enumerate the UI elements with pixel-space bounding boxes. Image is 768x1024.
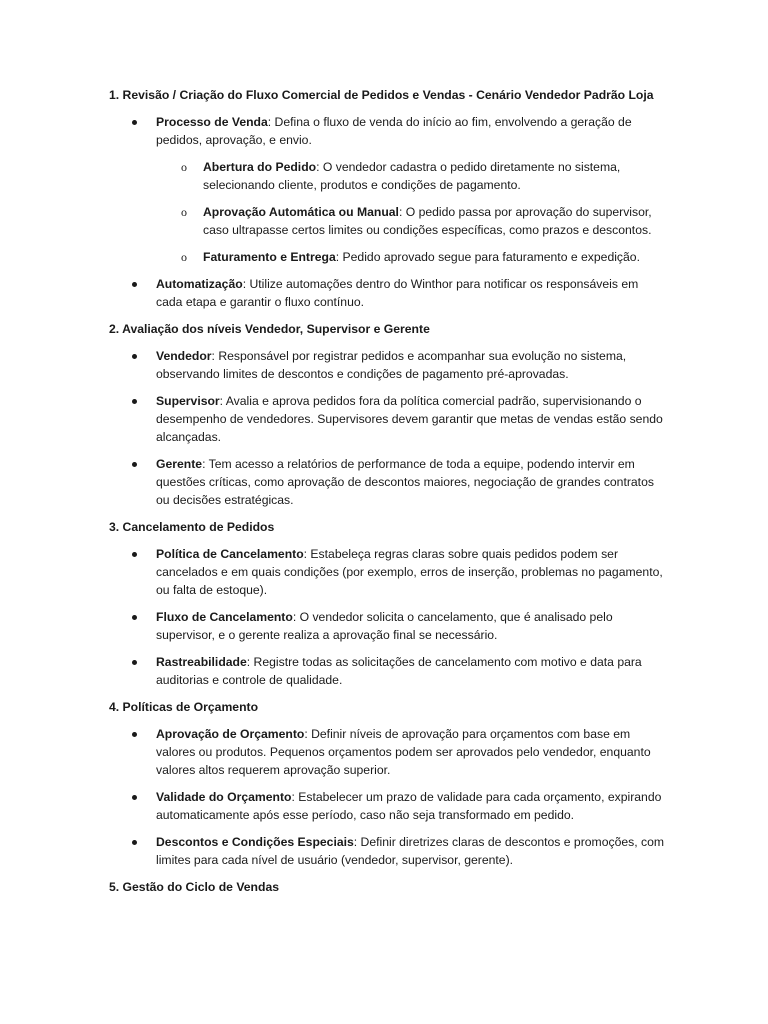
bullet-list	[109, 725, 668, 869]
subitem-term: Abertura do Pedido	[203, 160, 317, 174]
item-term: Descontos e Condições Especiais	[156, 835, 354, 849]
bullet-icon	[132, 282, 137, 287]
bullet-list	[109, 347, 668, 509]
list-item	[109, 608, 668, 644]
circle-bullet-icon: o	[181, 250, 187, 264]
bullet-list	[109, 113, 668, 311]
item-term: Supervisor	[156, 394, 220, 408]
list-item	[109, 113, 668, 266]
item-text: : Estabeleça regras claras sobre quais pedidos podem ser cancelados e em quais condições (por exemplo, erros de inserção, problemas no pagamento, ou falta de estoque).	[156, 547, 663, 597]
item-text: : Defina o fluxo de venda do início ao fim, envolvendo a geração de pedidos, aprovação, e envio.	[156, 115, 632, 147]
list-item	[109, 455, 668, 509]
section-heading: 3. Cancelamento de Pedidos	[109, 520, 275, 534]
item-term: Processo de Venda	[156, 115, 268, 129]
item-term: Rastreabilidade	[156, 655, 247, 669]
bullet-icon	[132, 120, 137, 125]
list-item	[109, 788, 668, 824]
item-text: : Avalia e aprova pedidos fora da política comercial padrão, supervisionando o desempenho de vendedores. Supervisores devem garantir que metas de vendas estão sendo alcançadas.	[156, 394, 663, 444]
bullet-icon	[132, 795, 137, 800]
item-text: : Responsável por registrar pedidos e acompanhar sua evolução no sistema, observando limites de descontos e condições de pagamento pré-aprovadas.	[156, 349, 627, 381]
list-item	[109, 545, 668, 599]
item-term: Aprovação de Orçamento	[156, 727, 305, 741]
section-heading: 1. Revisão / Criação do Fluxo Comercial de Pedidos e Vendas - Cenário Vendedor Padrão Loja	[109, 88, 654, 102]
sub-list-item	[156, 158, 668, 194]
section-heading: 2. Avaliação dos níveis Vendedor, Supervisor e Gerente	[109, 322, 430, 336]
section-1	[109, 86, 668, 311]
bullet-icon	[132, 615, 137, 620]
list-item	[109, 347, 668, 383]
bullet-icon	[132, 660, 137, 665]
subitem-text: : O pedido passa por aprovação do supervisor, caso ultrapasse certos limites ou condições específicas, como prazos e descontos.	[203, 205, 652, 237]
sub-list	[156, 158, 668, 266]
sub-list-item	[156, 203, 668, 239]
bullet-icon	[132, 732, 137, 737]
list-item	[109, 392, 668, 446]
circle-bullet-icon: o	[181, 160, 187, 174]
bullet-icon	[132, 552, 137, 557]
item-term: Política de Cancelamento	[156, 547, 304, 561]
list-item	[109, 653, 668, 689]
bullet-icon	[132, 354, 137, 359]
item-term: Fluxo de Cancelamento	[156, 610, 293, 624]
subitem-term: Faturamento e Entrega	[203, 250, 336, 264]
bullet-icon	[132, 399, 137, 404]
item-term: Validade do Orçamento	[156, 790, 292, 804]
item-term: Vendedor	[156, 349, 212, 363]
subitem-text: : Pedido aprovado segue para faturamento e expedição.	[335, 250, 640, 264]
section-2	[109, 320, 668, 509]
bullet-icon	[132, 462, 137, 467]
subitem-term: Aprovação Automática ou Manual	[203, 205, 399, 219]
item-text: : Tem acesso a relatórios de performance de toda a equipe, podendo intervir em questões críticas, como aprovação de descontos maiores, negociação de grandes contratos ou decisões estratégicas.	[156, 457, 654, 507]
section-3	[109, 518, 668, 689]
section-4	[109, 698, 668, 869]
bullet-list	[109, 545, 668, 689]
item-term: Gerente	[156, 457, 203, 471]
item-text: : Registre todas as solicitações de cancelamento com motivo e data para auditorias e controle de qualidade.	[156, 655, 642, 687]
bullet-icon	[132, 840, 137, 845]
item-text: : Definir níveis de aprovação para orçamentos com base em valores ou produtos. Pequenos orçamentos podem ser aprovados pelo vendedor, enquanto valores altos requerem aprovação superior.	[156, 727, 651, 777]
list-item	[109, 275, 668, 311]
subitem-text: : O vendedor cadastra o pedido diretamente no sistema, selecionando cliente, produtos e condições de pagamento.	[203, 160, 621, 192]
section-5	[109, 878, 668, 896]
item-text: : Estabelecer um prazo de validade para cada orçamento, expirando automaticamente após esse período, caso não seja transformado em pedido.	[156, 790, 662, 822]
section-heading: 5. Gestão do Ciclo de Vendas	[109, 880, 279, 894]
item-text: : O vendedor solicita o cancelamento, que é analisado pelo supervisor, e o gerente realiza a aprovação final se necessário.	[156, 610, 613, 642]
section-heading: 4. Políticas de Orçamento	[109, 700, 259, 714]
circle-bullet-icon: o	[181, 205, 187, 219]
item-term: Automatização	[156, 277, 243, 291]
item-text: : Utilize automações dentro do Winthor para notificar os responsáveis em cada etapa e garantir o fluxo contínuo.	[156, 277, 639, 309]
list-item	[109, 833, 668, 869]
list-item	[109, 725, 668, 779]
sub-list-item	[156, 248, 668, 266]
item-text: : Definir diretrizes claras de descontos e promoções, com limites para cada nível de usuário (vendedor, supervisor, gerente).	[156, 835, 665, 867]
